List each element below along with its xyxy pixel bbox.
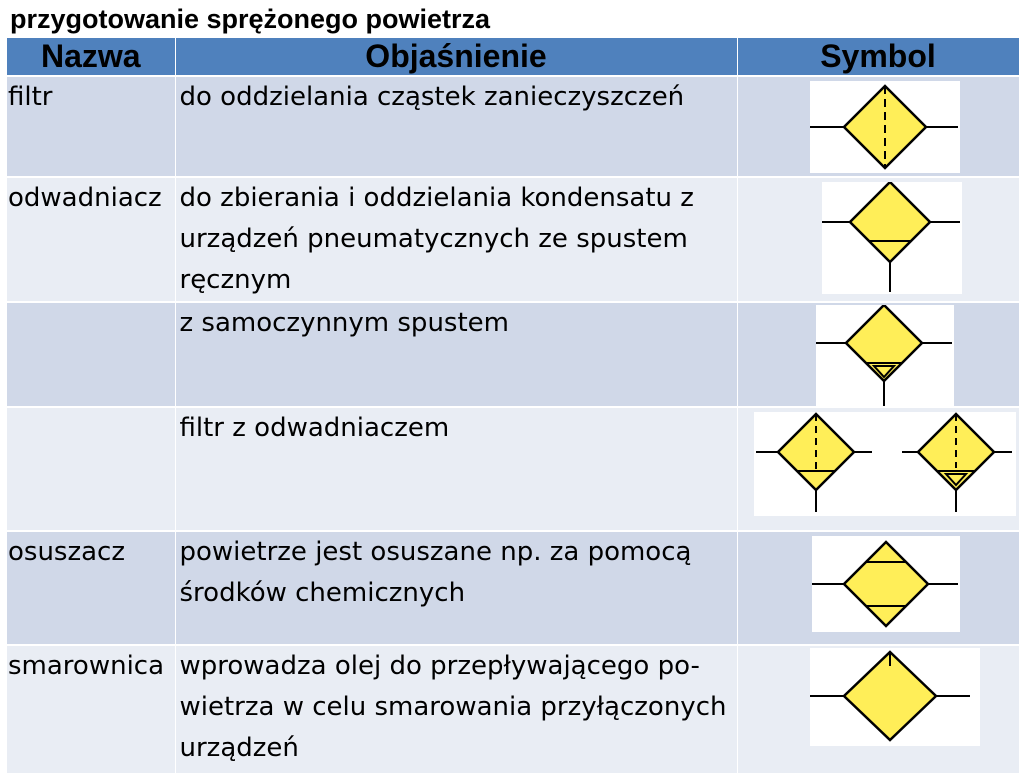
row-name: odwadniacz: [7, 177, 175, 302]
table-row: [7, 177, 1019, 302]
row-name: smarownica: [7, 645, 175, 773]
row-explanation: z samoczynnym spustem: [175, 302, 737, 407]
row-explanation: wprowadza olej do przepływającego po-wietrza w celu smarowania przyłączonych urządzeń: [175, 645, 737, 773]
row-symbol-cell: [737, 177, 1019, 302]
row-name: filtr: [7, 76, 175, 177]
table-row: [7, 407, 1019, 531]
row-explanation: do zbierania i oddzielania kondensatu z urządzeń pneumatycznych ze spustem ręcznym: [175, 177, 737, 302]
row-name: osuszacz: [7, 531, 175, 645]
manual-drain-separator-symbol: [822, 182, 962, 294]
table-row: [7, 531, 1019, 645]
row-name: [7, 302, 175, 407]
page-title: przygotowanie sprężonego powietrza: [10, 4, 491, 34]
header-name: Nazwa: [7, 38, 175, 76]
header-explanation: Objaśnienie: [175, 38, 737, 76]
automatic-drain-separator-symbol: [816, 305, 954, 406]
row-explanation: filtr z odwadniaczem: [175, 407, 737, 531]
row-explanation: do oddzielania cząstek zanieczyszczeń: [175, 76, 737, 177]
dryer-symbol: [812, 536, 960, 632]
table-row: [7, 76, 1019, 177]
table-row: [7, 645, 1019, 773]
row-name: [7, 407, 175, 531]
header-row: [7, 38, 1019, 76]
row-symbol-cell: [737, 531, 1019, 645]
filter-symbol: [810, 81, 960, 173]
filter-with-separator-symbols: [754, 412, 1016, 516]
table-row: [7, 302, 1019, 407]
components-table: [7, 38, 1020, 773]
row-explanation: powietrze jest osuszane np. za pomocą środków chemicznych: [175, 531, 737, 645]
row-symbol-cell: [737, 76, 1019, 177]
header-symbol: Symbol: [737, 38, 1019, 76]
row-symbol-cell: [737, 302, 1019, 407]
row-symbol-cell: [737, 407, 1019, 531]
row-symbol-cell: [737, 645, 1019, 773]
lubricator-symbol: [810, 648, 980, 746]
